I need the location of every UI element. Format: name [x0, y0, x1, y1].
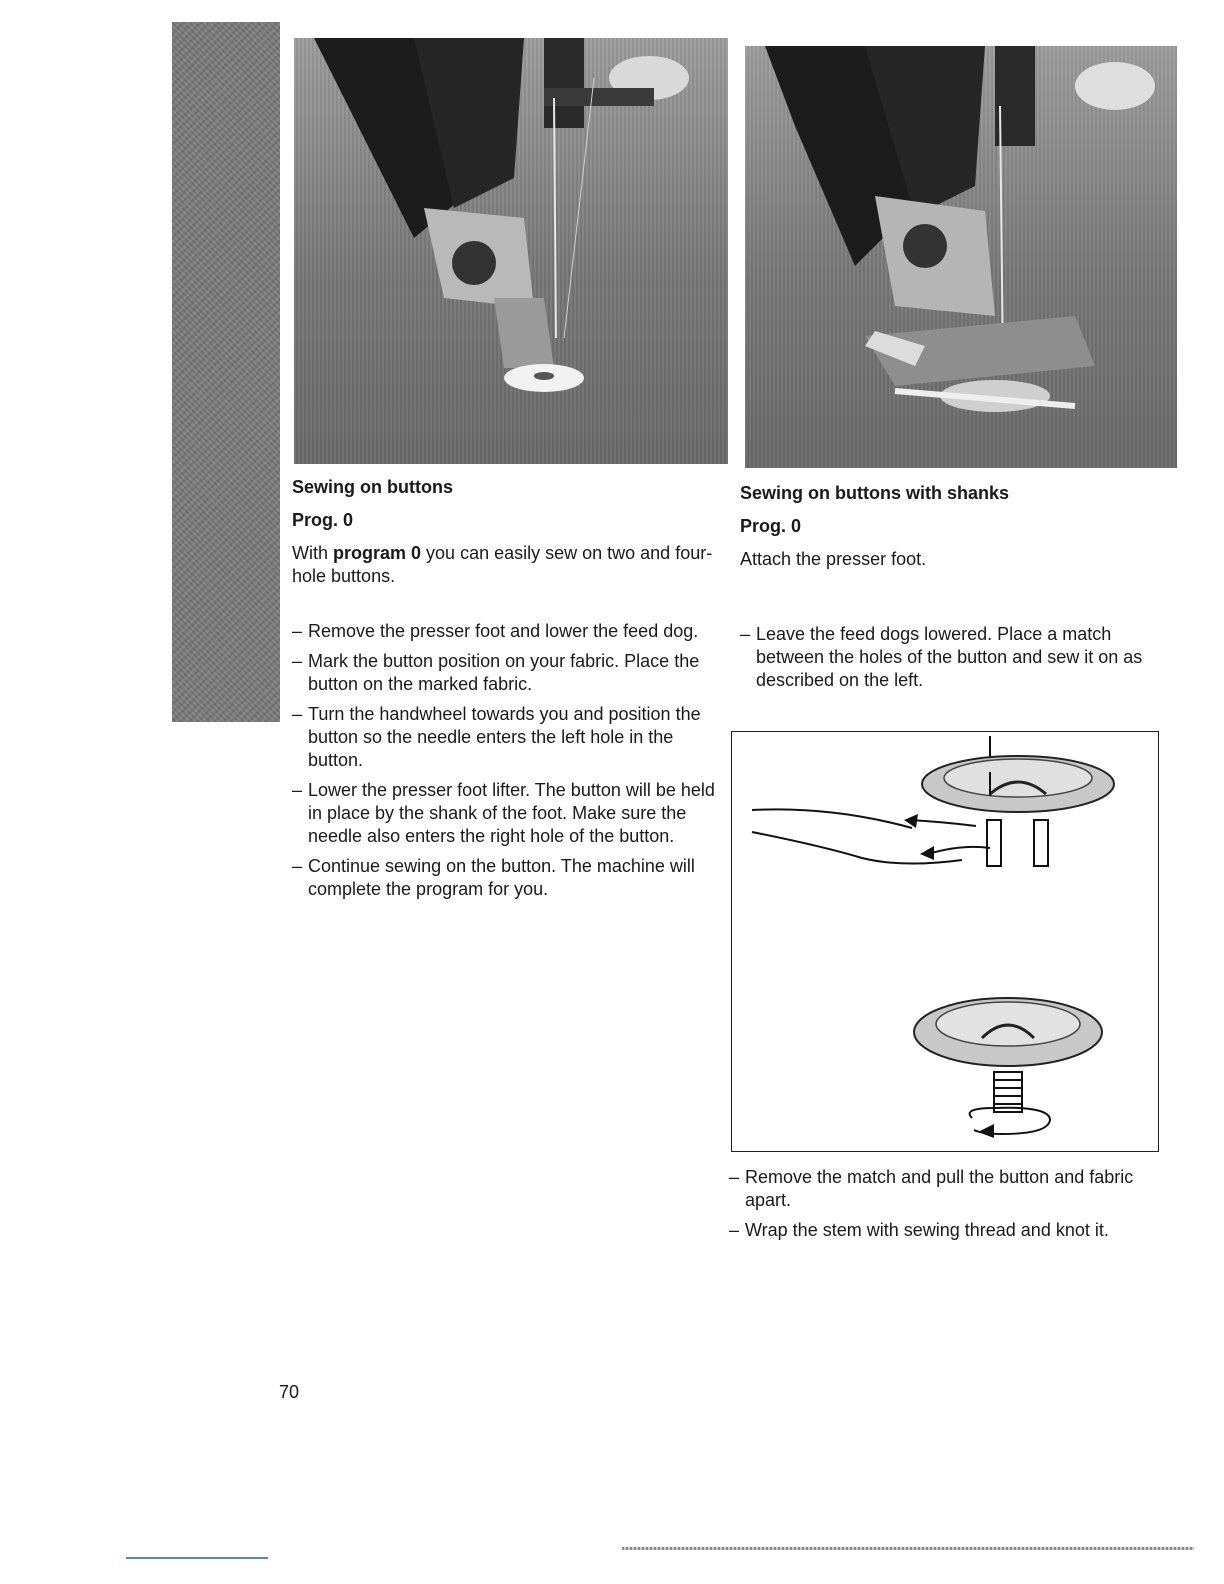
intro-paragraph-right: Attach the presser foot.	[740, 549, 927, 569]
program-label-right: Prog. 0	[740, 516, 802, 536]
program-label-left: Prog. 0	[292, 510, 354, 530]
page-number: 70	[279, 1382, 300, 1402]
section-heading-shanks: Sewing on buttons with shanks	[740, 483, 1010, 503]
list-item: – Leave the feed dogs lowered. Place a match between the holes of the button and sew it on as described on the left.	[740, 623, 1160, 692]
button-with-stem-illustration	[914, 998, 1102, 1138]
list-item: – Remove the presser foot and lower the feed dog.	[292, 620, 722, 643]
shank-diagram	[731, 731, 1159, 1152]
photo-sewing-button-with-shank	[745, 46, 1177, 468]
right-column	[740, 482, 1160, 699]
list-item: – Turn the handwheel towards you and position the button so the needle enters the left hole in the button.	[292, 703, 722, 772]
right-column-bottom	[729, 1166, 1159, 1249]
chapter-tab	[172, 22, 280, 722]
steps-list-right-top	[740, 623, 1160, 692]
list-item: – Remove the match and pull the button and fabric apart.	[729, 1166, 1159, 1212]
list-item: – Continue sewing on the button. The machine will complete the program for you.	[292, 855, 722, 901]
intro-paragraph-left: With program 0 you can easily sew on two and four-hole buttons.	[292, 543, 713, 586]
list-item: – Wrap the stem with sewing thread and knot it.	[729, 1219, 1159, 1242]
bottom-rule-right	[622, 1547, 1194, 1550]
button-with-match-illustration	[752, 736, 1114, 866]
bottom-rule-left	[126, 1557, 268, 1559]
list-item: – Lower the presser foot lifter. The button will be held in place by the shank of the foot. Make sure the needle also enters the right hole of the button.	[292, 779, 722, 848]
left-column	[292, 476, 722, 908]
steps-list-left	[292, 620, 722, 901]
section-heading-buttons: Sewing on buttons	[292, 477, 453, 497]
list-item: – Mark the button position on your fabric. Place the button on the marked fabric.	[292, 650, 722, 696]
photo-sewing-button	[294, 38, 728, 464]
steps-list-right-bottom	[729, 1166, 1159, 1242]
